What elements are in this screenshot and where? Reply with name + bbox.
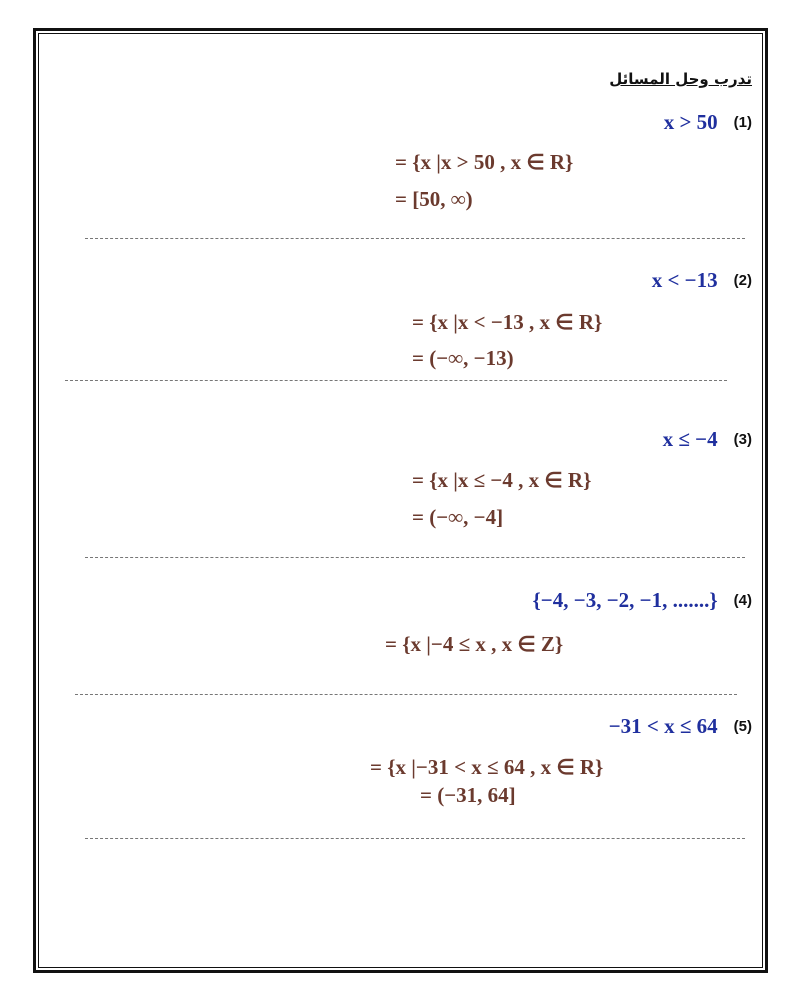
problem-1-answer-set: = {x |x > 50 , x ∈ R}	[395, 150, 574, 174]
separator-line	[65, 380, 727, 381]
problem-2-question	[652, 268, 752, 293]
problem-4-expression: {−4, −3, −2, −1, .......}	[532, 588, 718, 612]
problem-5-number: (5)	[733, 718, 752, 735]
separator-line	[85, 838, 745, 839]
problem-2-expression: x < −13	[651, 268, 718, 292]
problem-3-number: (3)	[733, 431, 752, 448]
problem-4-question	[532, 588, 752, 613]
separator-line	[85, 238, 745, 239]
problem-1-answer-interval: = [50, ∞)	[395, 187, 473, 211]
problem-5-expression: −31 < x ≤ 64	[608, 714, 718, 738]
problem-5-question	[609, 714, 752, 739]
problem-3-question	[663, 427, 752, 452]
problem-5-answer-set: = {x |−31 < x ≤ 64 , x ∈ R}	[370, 755, 604, 779]
problem-2-number: (2)	[733, 272, 752, 289]
problem-5-answer-interval: = (−31, 64]	[420, 783, 516, 807]
problem-3-answer-set: = {x |x ≤ −4 , x ∈ R}	[412, 468, 592, 492]
problem-1-number: (1)	[733, 114, 752, 131]
problem-2-answer-set: = {x |x < −13 , x ∈ R}	[412, 310, 603, 334]
separator-line	[75, 694, 737, 695]
problem-4-number: (4)	[733, 592, 752, 609]
problem-3-expression: x ≤ −4	[662, 427, 718, 451]
separator-line	[85, 557, 745, 558]
problem-2-answer-interval: = (−∞, −13)	[412, 346, 514, 370]
problem-3-answer-interval: = (−∞, −4]	[412, 505, 504, 529]
worksheet-title: تدرب وحل المسائل	[609, 70, 752, 88]
problem-4-answer-set: = {x |−4 ≤ x , x ∈ Z}	[385, 632, 564, 656]
problem-1-expression: x > 50	[663, 110, 718, 134]
problem-1-question	[664, 110, 752, 135]
